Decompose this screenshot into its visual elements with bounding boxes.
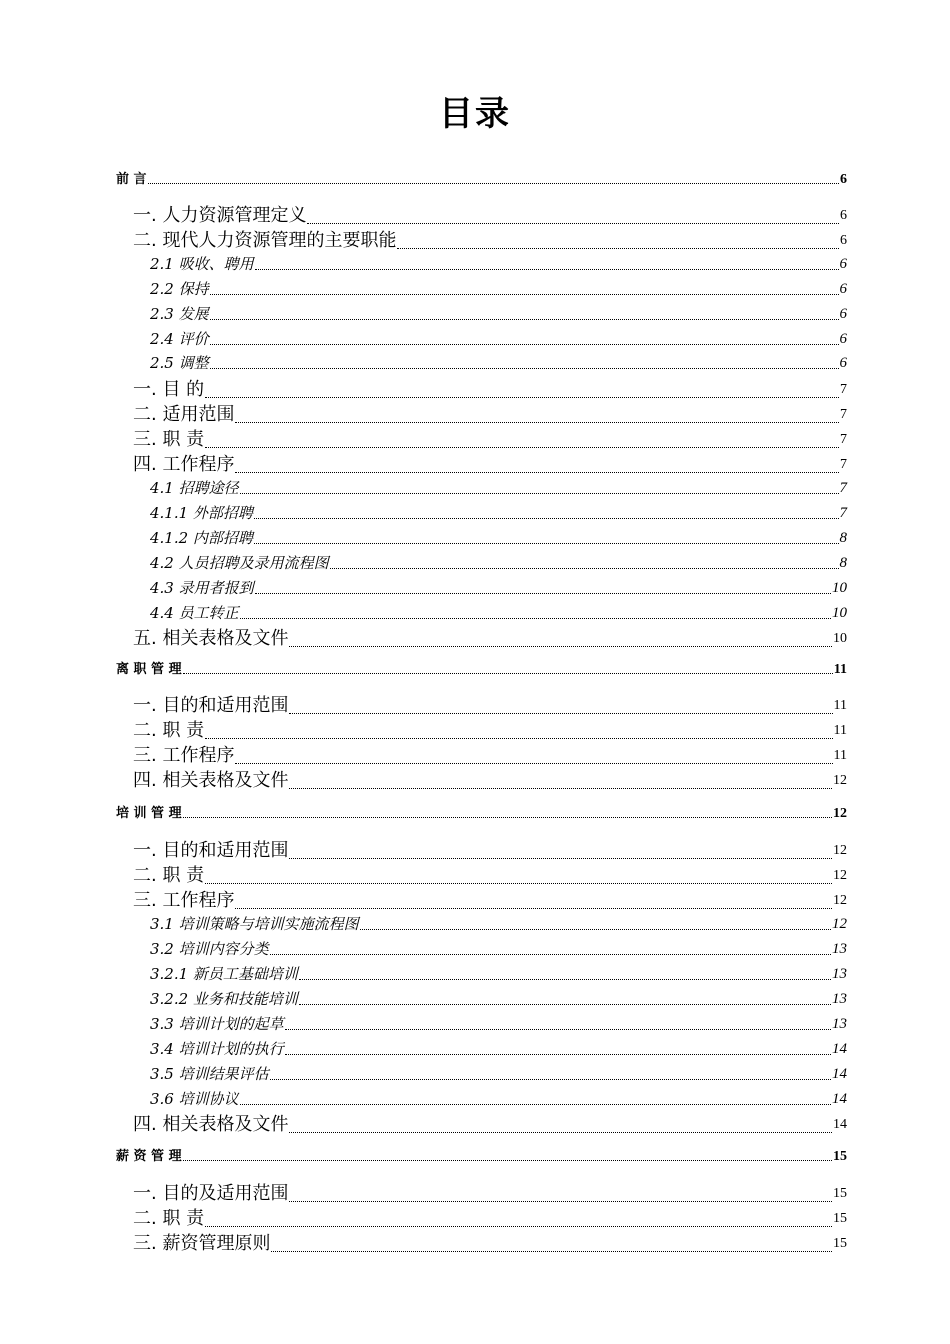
toc-leader-dots [205, 883, 832, 884]
toc-leader-dots [255, 593, 831, 594]
toc-entry-label: 2.3 发展 [150, 305, 209, 323]
toc-entry-page: 7 [840, 407, 847, 422]
toc-entry-page: 6 [839, 256, 847, 272]
toc-leader-dots [235, 763, 832, 764]
toc-entry[interactable] [150, 304, 847, 324]
toc-entry-label: 4.3 录用者报到 [150, 579, 254, 597]
toc-entry[interactable] [133, 229, 847, 253]
toc-entry[interactable] [116, 172, 847, 188]
toc-leader-dots [210, 368, 839, 369]
toc-leader-dots [270, 954, 831, 955]
toc-leader-dots [307, 223, 839, 224]
toc-entry-page: 15 [833, 1149, 847, 1164]
toc-entry-page: 11 [833, 748, 847, 763]
toc-entry-label: 前 言 [116, 172, 147, 187]
toc-entry-page: 11 [833, 662, 847, 677]
toc-entry-label: 3.2 培训内容分类 [150, 940, 269, 958]
toc-entry-page: 12 [832, 916, 847, 932]
toc-entry[interactable] [133, 428, 847, 452]
toc-entry[interactable] [150, 1089, 847, 1109]
toc-entry[interactable] [116, 806, 847, 822]
toc-leader-dots [360, 929, 831, 930]
toc-entry-label: 一. 目的和适用范围 [133, 840, 289, 861]
toc-leader-dots [183, 1160, 832, 1161]
toc-leader-dots [397, 248, 839, 249]
toc-leader-dots [240, 493, 839, 494]
toc-entry-page: 15 [833, 1186, 847, 1201]
toc-entry[interactable] [150, 1014, 847, 1034]
toc-entry-page: 6 [839, 355, 847, 371]
toc-entry-label: 一. 目 的 [133, 379, 205, 400]
toc-entry[interactable] [150, 503, 847, 523]
toc-entry-label: 3.5 培训结果评估 [150, 1065, 269, 1083]
toc-entry-label: 二. 适用范围 [133, 404, 235, 425]
toc-entry[interactable] [150, 1039, 847, 1059]
toc-entry[interactable] [116, 662, 847, 678]
toc-entry-label: 一. 目的和适用范围 [133, 695, 289, 716]
toc-entry-page: 15 [833, 1211, 847, 1226]
toc-entry-label: 三. 职 责 [133, 429, 205, 450]
toc-leader-dots [255, 269, 839, 270]
toc-entry-page: 14 [832, 1041, 847, 1057]
toc-leader-dots [240, 1104, 831, 1105]
toc-entry-page: 11 [833, 698, 847, 713]
toc-entry-page: 14 [832, 1066, 847, 1082]
toc-entry-label: 三. 工作程序 [133, 745, 235, 766]
toc-entry-page: 13 [832, 991, 847, 1007]
toc-entry-page: 7 [839, 505, 847, 521]
toc-entry[interactable] [133, 627, 847, 651]
toc-entry-label: 3.2.2 业务和技能培训 [150, 990, 298, 1008]
toc-entry-page: 7 [839, 480, 847, 496]
toc-entry[interactable] [133, 719, 847, 743]
toc-title: 目录 [439, 94, 511, 134]
toc-leader-dots [183, 673, 833, 674]
toc-leader-dots [299, 1004, 831, 1005]
toc-entry-label: 二. 职 责 [133, 720, 205, 741]
toc-entry[interactable] [133, 1182, 847, 1206]
toc-entry-page: 13 [832, 966, 847, 982]
toc-entry-label: 三. 工作程序 [133, 890, 235, 911]
toc-entry-page: 7 [840, 382, 847, 397]
toc-entry[interactable] [150, 329, 847, 349]
toc-leader-dots [270, 1079, 831, 1080]
toc-leader-dots [183, 817, 832, 818]
toc-entry-label: 3.2.1 新员工基础培训 [150, 965, 298, 983]
toc-leader-dots [205, 447, 839, 448]
toc-entry[interactable] [116, 1149, 847, 1165]
toc-entry-label: 2.1 吸收、聘用 [150, 255, 254, 273]
toc-entry-label: 4.4 员工转正 [150, 604, 239, 622]
toc-entry-page: 6 [840, 208, 847, 223]
toc-entry[interactable] [133, 1207, 847, 1231]
toc-entry[interactable] [133, 744, 847, 768]
toc-entry-label: 三. 薪资管理原则 [133, 1233, 271, 1254]
toc-entry-page: 13 [832, 941, 847, 957]
toc-leader-dots [289, 713, 832, 714]
toc-entry-page: 12 [833, 893, 847, 908]
toc-leader-dots [271, 1251, 832, 1252]
toc-entry-page: 12 [833, 806, 847, 821]
toc-entry-page: 6 [839, 306, 847, 322]
toc-entry[interactable] [150, 353, 847, 373]
toc-entry[interactable] [150, 914, 847, 934]
toc-entry[interactable] [150, 1064, 847, 1084]
toc-entry-page: 10 [832, 580, 847, 596]
toc-entry-label: 3.1 培训策略与培训实施流程图 [150, 915, 359, 933]
toc-entry-label: 二. 职 责 [133, 865, 205, 886]
toc-entry[interactable] [133, 864, 847, 888]
toc-entry[interactable] [150, 478, 847, 498]
toc-entry-label: 一. 目的及适用范围 [133, 1183, 289, 1204]
toc-entry-page: 7 [840, 432, 847, 447]
toc-entry[interactable] [133, 769, 847, 793]
toc-leader-dots [254, 543, 839, 544]
toc-leader-dots [205, 738, 832, 739]
toc-entry-page: 15 [833, 1236, 847, 1251]
toc-leader-dots [285, 1029, 831, 1030]
toc-entry-label: 离 职 管 理 [116, 662, 182, 677]
toc-entry-label: 二. 职 责 [133, 1208, 205, 1229]
toc-leader-dots [289, 788, 832, 789]
toc-entry-label: 2.2 保持 [150, 280, 209, 298]
toc-entry-label: 3.3 培训计划的起草 [150, 1015, 284, 1033]
toc-entry-label: 二. 现代人力资源管理的主要职能 [133, 230, 397, 251]
toc-leader-dots [205, 397, 839, 398]
toc-entry[interactable] [150, 964, 847, 984]
toc-entry-page: 6 [840, 172, 847, 187]
toc-leader-dots [289, 858, 832, 859]
toc-leader-dots [299, 979, 831, 980]
toc-entry[interactable] [133, 839, 847, 863]
toc-entry[interactable] [150, 578, 847, 598]
toc-entry-page: 13 [832, 1016, 847, 1032]
toc-entry[interactable] [133, 204, 847, 228]
toc-leader-dots [210, 344, 839, 345]
toc-entry-label: 薪 资 管 理 [116, 1149, 182, 1164]
toc-entry-page: 6 [839, 281, 847, 297]
toc-entry-page: 10 [833, 631, 847, 646]
toc-entry[interactable] [133, 694, 847, 718]
toc-entry-label: 3.4 培训计划的执行 [150, 1040, 284, 1058]
toc-entry-page: 14 [832, 1091, 847, 1107]
toc-entry-label: 五. 相关表格及文件 [133, 628, 289, 649]
toc-entry[interactable] [150, 279, 847, 299]
toc-entry-label: 四. 工作程序 [133, 454, 235, 475]
toc-entry-page: 8 [839, 555, 847, 571]
toc-entry[interactable] [133, 378, 847, 402]
toc-entry-page: 12 [833, 843, 847, 858]
toc-entry-page: 12 [833, 868, 847, 883]
toc-entry-label: 四. 相关表格及文件 [133, 770, 289, 791]
toc-entry-page: 10 [832, 605, 847, 621]
toc-entry[interactable] [133, 1232, 847, 1256]
toc-entry[interactable] [150, 553, 847, 573]
toc-leader-dots [240, 618, 831, 619]
toc-entry-label: 4.2 人员招聘及录用流程图 [150, 554, 329, 572]
toc-leader-dots [289, 1132, 832, 1133]
toc-leader-dots [289, 1201, 832, 1202]
toc-leader-dots [235, 472, 839, 473]
toc-entry-page: 6 [840, 233, 847, 248]
toc-entry-label: 2.5 调整 [150, 354, 209, 372]
toc-leader-dots [330, 568, 839, 569]
toc-entry[interactable] [133, 889, 847, 913]
toc-entry-label: 一. 人力资源管理定义 [133, 205, 307, 226]
toc-entry-label: 4.1.2 内部招聘 [150, 529, 253, 547]
toc-leader-dots [210, 319, 839, 320]
toc-leader-dots [285, 1054, 831, 1055]
toc-leader-dots [289, 646, 832, 647]
toc-entry[interactable] [133, 1113, 847, 1137]
toc-entry-label: 2.4 评价 [150, 330, 209, 348]
toc-entry[interactable] [133, 403, 847, 427]
toc-entry[interactable] [150, 254, 847, 274]
toc-entry-page: 14 [833, 1117, 847, 1132]
toc-entry[interactable] [150, 989, 847, 1009]
toc-entry-page: 6 [839, 331, 847, 347]
toc-leader-dots [210, 294, 839, 295]
toc-entry-label: 4.1 招聘途径 [150, 479, 239, 497]
toc-leader-dots [205, 1226, 832, 1227]
toc-leader-dots [235, 908, 832, 909]
toc-entry-label: 培 训 管 理 [116, 806, 182, 821]
toc-entry-page: 11 [833, 723, 847, 738]
toc-entry[interactable] [150, 528, 847, 548]
toc-entry[interactable] [133, 453, 847, 477]
toc-leader-dots [148, 183, 839, 184]
toc-entry-page: 8 [839, 530, 847, 546]
toc-leader-dots [254, 518, 839, 519]
toc-entry-label: 3.6 培训协议 [150, 1090, 239, 1108]
toc-entry-page: 7 [840, 457, 847, 472]
toc-leader-dots [235, 422, 839, 423]
toc-entry-label: 四. 相关表格及文件 [133, 1114, 289, 1135]
toc-entry[interactable] [150, 939, 847, 959]
toc-entry-page: 12 [833, 773, 847, 788]
toc-entry-label: 4.1.1 外部招聘 [150, 504, 253, 522]
toc-entry[interactable] [150, 603, 847, 623]
